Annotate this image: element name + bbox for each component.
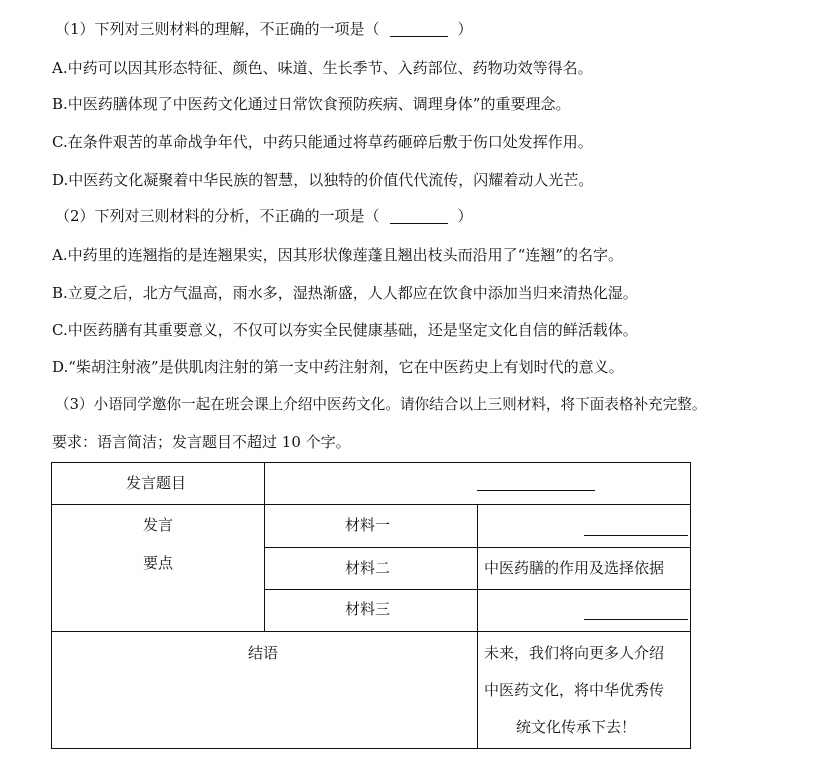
q1-stem-close: ） <box>457 20 473 38</box>
q1-answer-blank[interactable] <box>390 20 448 37</box>
material-3-label: 材料三 <box>345 600 391 618</box>
q2-option-c: C.中医药膳有其重要意义，不仅可以夯实全民健康基础，还是坚定文化自信的鲜活载体。 <box>52 321 638 339</box>
q1-stem-text: （1）下列对三则材料的理解，不正确的一项是（ <box>55 20 380 38</box>
title-label: 发言题目 <box>126 474 187 492</box>
q1-option-c: C.在条件艰苦的革命战争年代，中药只能通过将草药砸碎后敷于伤口处发挥作用。 <box>52 133 593 151</box>
q2-option-a: A.中药里的连翘指的是连翘果实，因其形状像莲蓬且翘出枝头而沿用了“连翘”的名字。 <box>52 246 623 264</box>
conclusion-line-2: 中医药文化，将中华优秀传 <box>484 681 665 699</box>
q2-stem-close: ） <box>457 207 473 225</box>
q2-answer-blank[interactable] <box>390 207 448 224</box>
conclusion-line-1: 未来，我们将向更多人介绍 <box>484 644 665 662</box>
q2-option-b: B.立夏之后，北方气温高，雨水多，湿热渐盛，人人都应在饮食中添加当归来清热化湿。 <box>52 284 638 302</box>
q1-option-b: B.中医药膳体现了中医药文化通过日常饮食预防疾病、调理身体”的重要理念。 <box>52 95 571 113</box>
q3-stem: （3）小语同学邀你一起在班会课上介绍中医药文化。请你结合以上三则材料，将下面表格补充完整。 <box>55 396 707 413</box>
material-1-answer-blank[interactable] <box>584 535 688 536</box>
title-answer-blank[interactable] <box>477 490 595 491</box>
conclusion-label: 结语 <box>248 644 279 662</box>
q1-option-d: D.中医药文化凝聚着中华民族的智慧，以独特的价值代代流传，闪耀着动人光芒。 <box>52 171 594 189</box>
q1-stem <box>55 19 473 39</box>
material-1-label: 材料一 <box>345 516 391 534</box>
q2-stem-text: （2）下列对三则材料的分析，不正确的一项是（ <box>55 207 380 225</box>
points-label-line1: 发言 <box>143 516 174 534</box>
q2-stem <box>55 206 473 226</box>
q1-option-a: A.中药可以因其形态特征、颜色、味道、生长季节、入药部位、药物功效等得名。 <box>52 59 593 77</box>
conclusion-line-3: 统文化传承下去！ <box>516 718 637 736</box>
material-2-answer: 中医药膳的作用及选择依据 <box>484 559 665 577</box>
speech-table <box>51 462 691 749</box>
q2-option-d: D.“柴胡注射液”是供肌肉注射的第一支中药注射剂，它在中医药史上有划时代的意义。 <box>52 358 624 376</box>
material-3-answer-blank[interactable] <box>584 619 688 620</box>
material-2-label: 材料二 <box>345 559 391 577</box>
q3-requirement: 要求：语言简洁；发言题目不超过 10 个字。 <box>52 433 351 451</box>
points-label-line2: 要点 <box>143 554 174 572</box>
